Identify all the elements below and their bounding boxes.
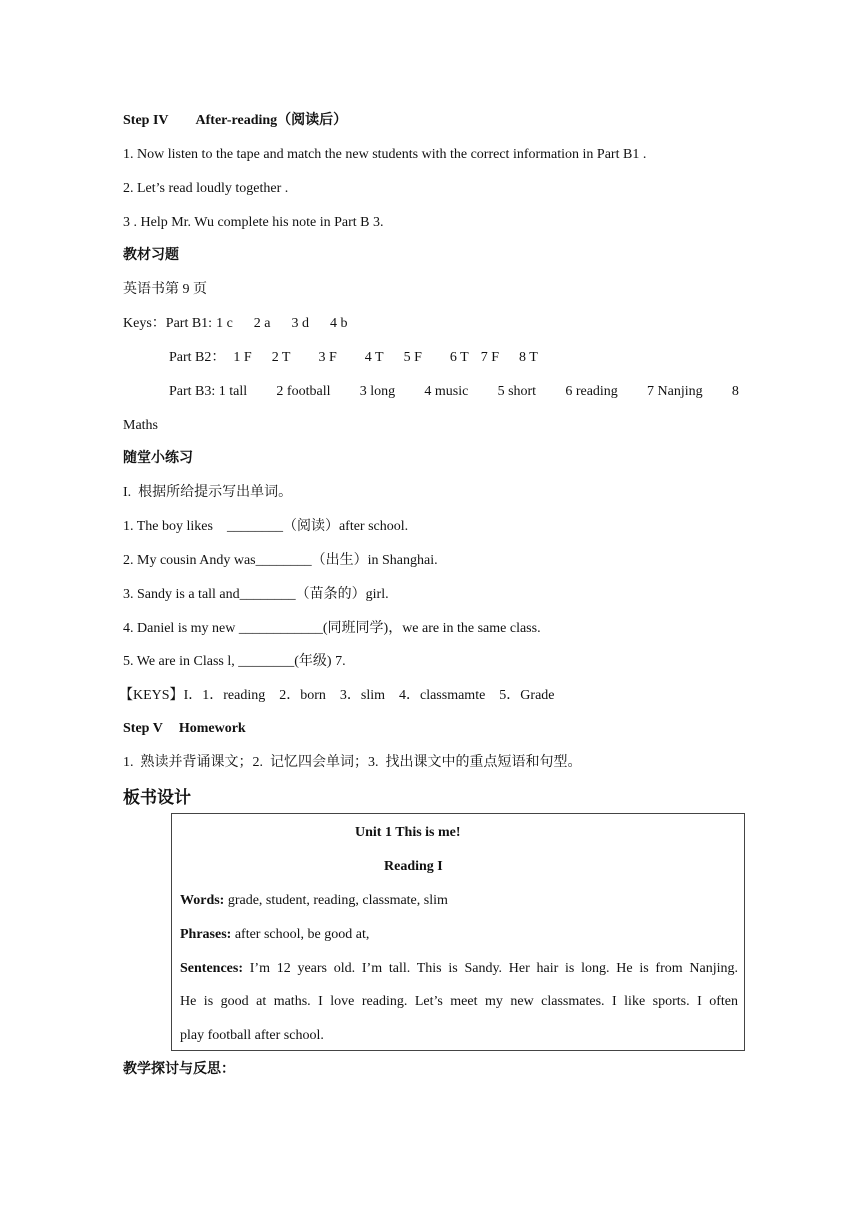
board-words-text: grade, student, reading, classmate, slim	[224, 893, 448, 908]
b3-key: 2 football	[276, 384, 331, 399]
b2-key: 4 T	[364, 350, 384, 365]
keys-b1-row	[123, 314, 348, 334]
step4-item-3: 3 . Help Mr. Wu complete his note in Part B 3.	[123, 215, 384, 230]
b2-label: Part B2：	[169, 350, 226, 365]
b3-key: 3 long	[359, 384, 396, 399]
b3-wrap: Maths	[123, 418, 158, 433]
b3-key: 4 music	[424, 384, 469, 399]
b2-key: 5 F	[403, 350, 422, 365]
step4-item-2: 2. Let’s read loudly together .	[123, 181, 289, 196]
b2-key: 3 F	[318, 350, 337, 365]
b1-key: 3 d	[291, 316, 309, 331]
b3-key: 5 short	[497, 384, 537, 399]
board-sentences-label: Sentences:	[180, 961, 243, 976]
board-subtitle: Reading I	[384, 859, 443, 874]
practice-q5: 5. We are in Class l, ________(年级) 7.	[123, 654, 346, 669]
step4-step-label: Step IV	[123, 113, 169, 128]
b3-key: 7 Nanjing	[647, 384, 703, 399]
board-words	[180, 891, 738, 911]
b2-key: 1 F	[233, 350, 252, 365]
practice-q4: 4. Daniel is my new ____________(同班同学)，we are in the same class.	[123, 621, 541, 636]
textbook-heading: 教材习题	[123, 248, 179, 263]
b2-key: 6 T	[449, 350, 469, 365]
board-phrases-label: Phrases:	[180, 927, 232, 942]
step5-step-label: Step V	[123, 721, 163, 736]
keys-label: Keys：	[123, 316, 166, 331]
board-sentences-line-2: He is good at maths. I love reading. Let’s meet my new classmates. I like sports. I often	[180, 994, 738, 1009]
practice-keys-label: 【KEYS】	[119, 688, 184, 703]
keys-b2-row	[169, 348, 538, 368]
b3-label: Part B3:	[169, 384, 216, 399]
board-sentences-line-1	[180, 959, 738, 979]
practice-q2: 2. My cousin Andy was________（出生）in Shanghai.	[123, 553, 438, 568]
keys-b3-row	[169, 382, 739, 402]
step4-item-1: 1. Now listen to the tape and match the new students with the correct information in Part B1 .	[123, 147, 647, 162]
step5-heading	[123, 719, 246, 739]
b3-key: 8	[731, 384, 739, 399]
board-box	[171, 813, 745, 1051]
step4-heading	[123, 111, 347, 131]
b2-key: 8 T	[519, 350, 538, 365]
b1-key: 4 b	[330, 316, 348, 331]
practice-keys-text: I．1．reading 2．born 3．slim 4．classmamte 5．Grade	[183, 688, 555, 703]
board-heading: 板书设计	[123, 788, 191, 808]
practice-q1: 1. The boy likes ________（阅读）after school.	[123, 519, 409, 534]
board-sentences-line-3: play football after school.	[180, 1028, 324, 1043]
textbook-page-ref: 英语书第 9 页	[123, 282, 207, 297]
practice-q3: 3. Sandy is a tall and________（苗条的）girl.	[123, 587, 389, 602]
step4-title: After-reading（阅读后）	[195, 113, 348, 128]
b1-label: Part B1:	[165, 316, 213, 331]
reflection-heading: 教学探讨与反思：	[123, 1062, 235, 1077]
b3-key: 6 reading	[565, 384, 618, 399]
board-sentences-text: I’m 12 years old. I’m tall. This is Sandy. Her hair is long. He is from Nanjing.	[243, 961, 738, 976]
board-phrases	[180, 925, 738, 945]
board-phrases-text: after school, be good at,	[231, 927, 370, 942]
b1-key: 1 c	[216, 316, 233, 331]
step5-item: 1. 熟读并背诵课文；2. 记忆四会单词；3. 找出课文中的重点短语和句型。	[123, 755, 582, 770]
b3-key: 1 tall	[218, 384, 248, 399]
step5-title: Homework	[178, 721, 246, 736]
b2-key: 7 F	[480, 350, 500, 365]
practice-heading: 随堂小练习	[123, 451, 193, 466]
b2-key: 2 T	[271, 350, 291, 365]
board-words-label: Words:	[180, 893, 225, 908]
practice-instruction: I. 根据所给提示写出单词。	[123, 485, 293, 500]
b3-label-first	[169, 382, 247, 402]
board-title: Unit 1 This is me!	[355, 825, 461, 840]
b1-key: 2 a	[253, 316, 271, 331]
practice-keys	[119, 686, 555, 706]
